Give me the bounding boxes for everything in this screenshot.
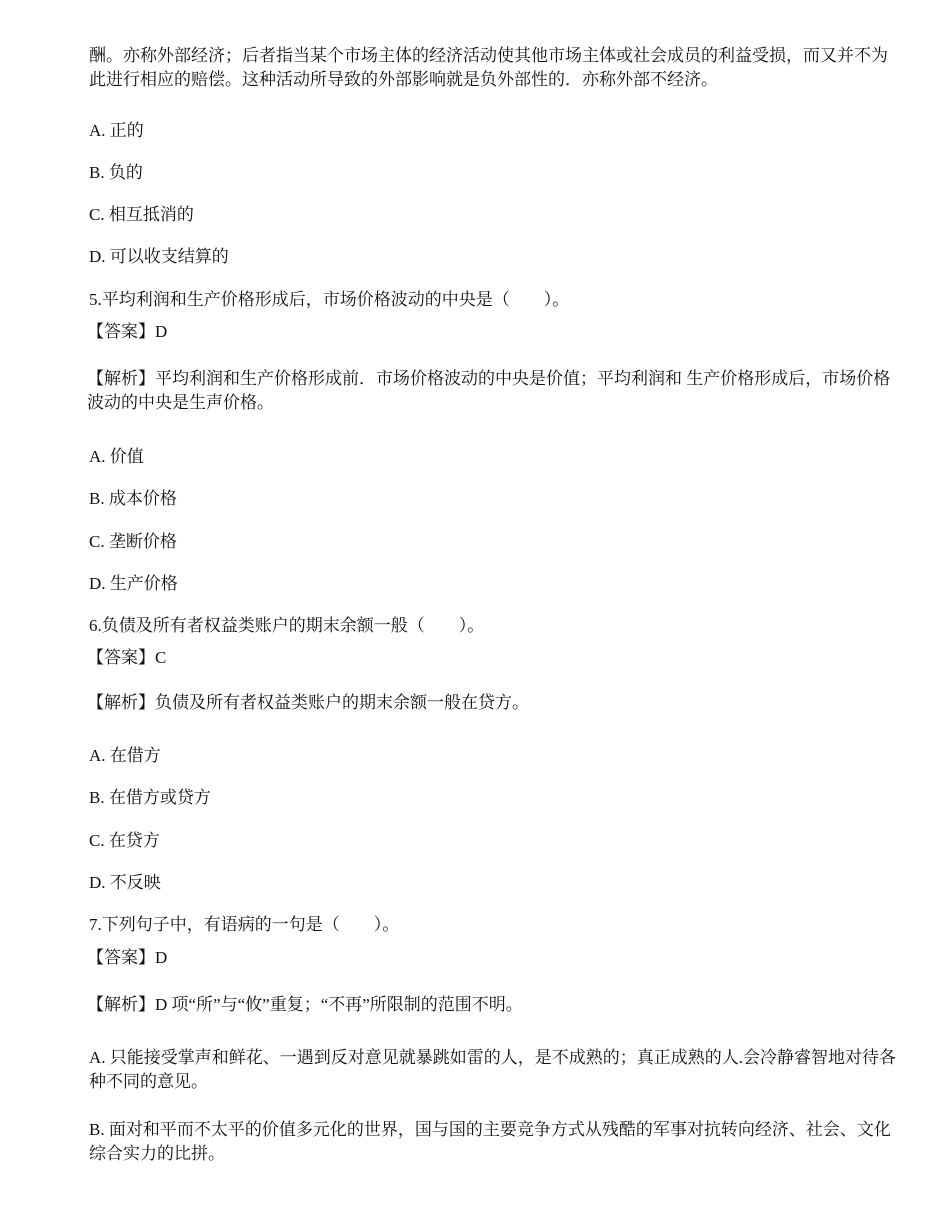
q5-answer: 【答案】D [87,322,168,341]
q4-option-c: C. 相互抵消的 [89,205,194,224]
q7-question: 7.下列句子中，有语病的一句是（ ）。 [89,915,400,934]
q6-answer: 【答案】C [87,648,167,667]
q5-option-d: D. 生产价格 [89,574,178,593]
q6-option-b: B. 在借方或贷方 [89,788,211,807]
q6-analysis: 【解析】负债及所有者权益类账户的期末余额一般在贷方。 [87,693,529,712]
q6-option-c: C. 在贷方 [89,831,160,850]
q7-answer: 【答案】D [87,948,168,967]
q7-analysis: 【解析】D 项“所”与“攸”重复；“不再”所限制的范围不明。 [87,995,523,1014]
q4-option-b: B. 负的 [89,163,143,182]
intro-paragraph: 酬。亦称外部经济；后者指当某个市场主体的经济活动使其他市场主体或社会成员的利益受损，而又并不为此进行相应的赔偿。这种活动所导致的外部影响就是负外部性的．亦称外部不经济。 [89,46,888,89]
q4-option-d: D. 可以收支结算的 [89,247,229,266]
q5-option-b: B. 成本价格 [89,489,177,508]
q6-question: 6.负债及所有者权益类账户的期末余额一般（ ）。 [89,616,485,635]
q4-option-a: A. 正的 [89,121,144,140]
q5-option-c: C. 垄断价格 [89,532,177,551]
q5-option-a: A. 价值 [89,447,144,466]
q5-question: 5.平均利润和生产价格形成后，市场价格波动的中央是（ ）。 [89,290,570,309]
q7-option-a: A. 只能接受掌声和鲜花、一遇到反对意见就暴跳如雷的人，是不成熟的；真正成熟的人.会冷静睿智地对待各种不同的意见。 [89,1048,897,1091]
q7-option-b: B. 面对和平而不太平的价值多元化的世界，国与国的主要竞争方式从残酷的军事对抗转向经济、社会、文化综合实力的比拼。 [89,1120,891,1163]
q5-analysis: 【解析】平均利润和生产价格形成前．市场价格波动的中央是价值；平均利润和 生产价格形成后，市场价格波动的中央是生声价格。 [87,369,891,412]
q6-option-a: A. 在借方 [89,746,161,765]
q6-option-d: D. 不反映 [89,873,161,892]
